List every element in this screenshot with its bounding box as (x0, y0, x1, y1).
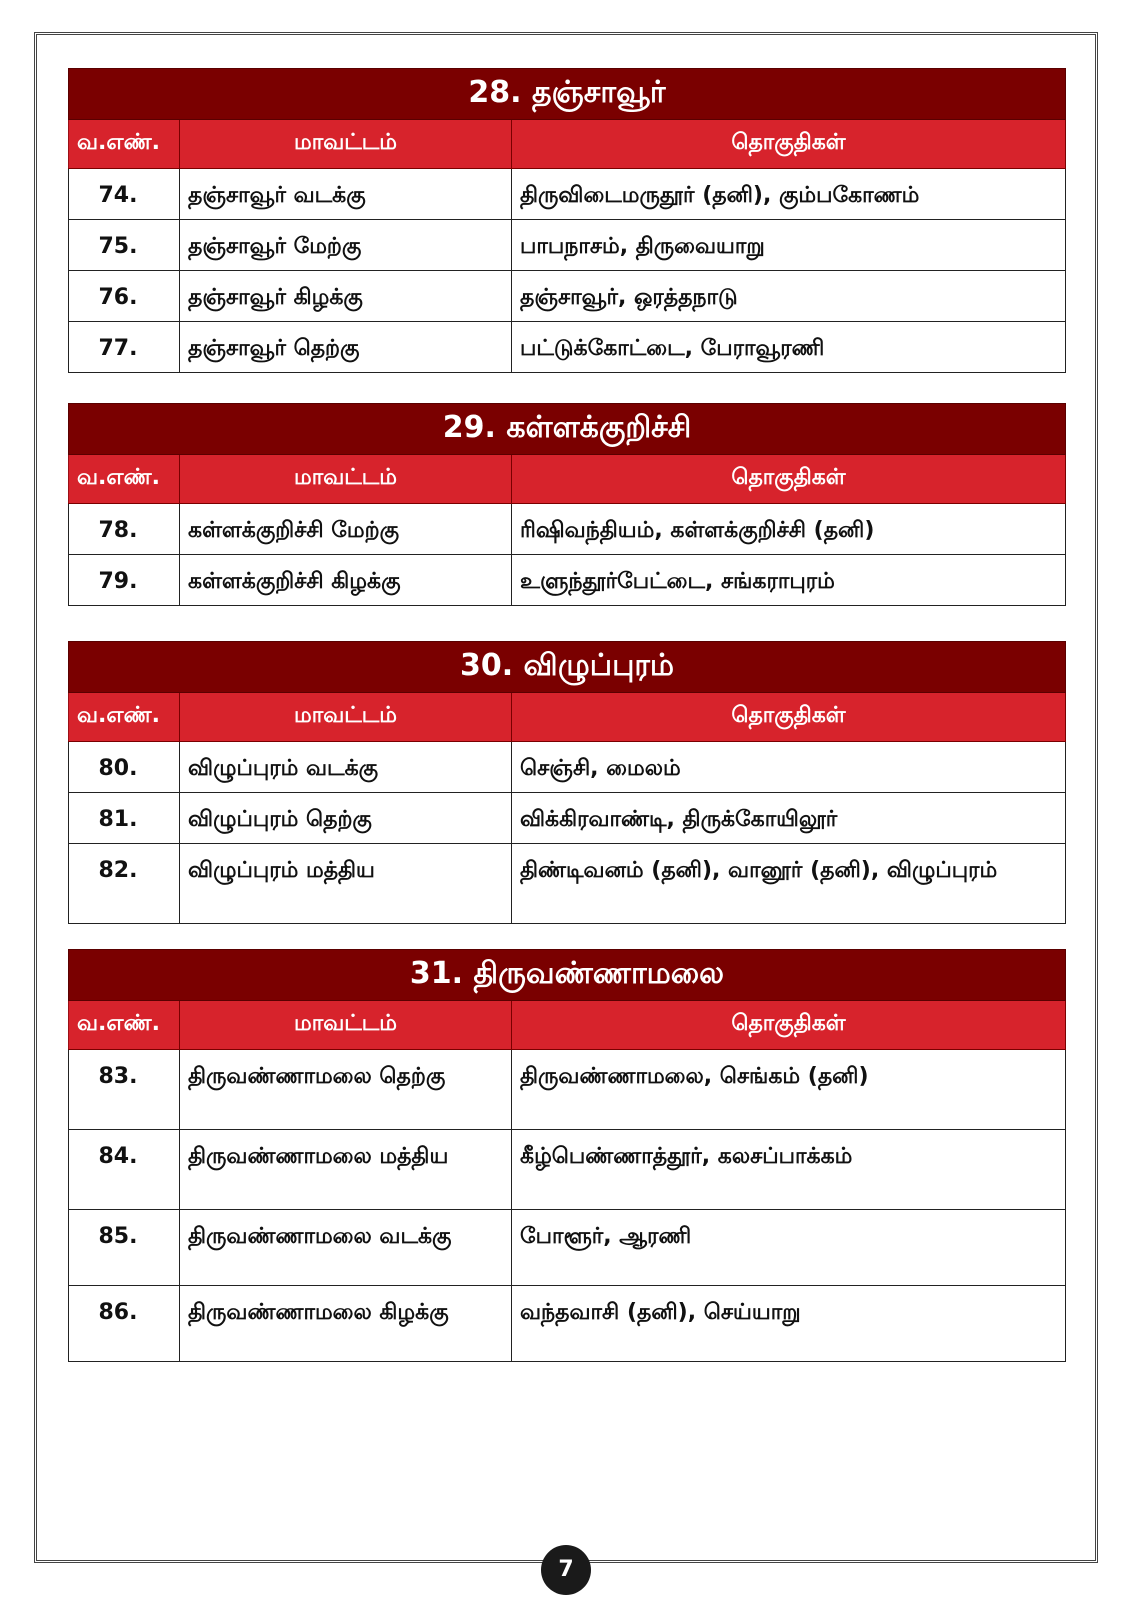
section-title: 28. தஞ்சாவூர் (69, 69, 1066, 120)
table-row (69, 271, 1066, 322)
section-villupuram (68, 641, 1065, 924)
serial-number: 84. (69, 1130, 180, 1210)
serial-number: 83. (69, 1050, 180, 1130)
table-row (69, 322, 1066, 373)
constituency-list: பட்டுக்கோட்டை, பேராவூரணி (512, 322, 1066, 373)
serial-number: 75. (69, 220, 180, 271)
header-district: மாவட்டம் (180, 455, 512, 504)
serial-number: 76. (69, 271, 180, 322)
district-name: விழுப்புரம் மத்திய (180, 844, 512, 924)
district-name: தஞ்சாவூர் வடக்கு (180, 169, 512, 220)
serial-number: 85. (69, 1210, 180, 1286)
district-table (68, 949, 1066, 1362)
header-serial-number: வ.எண். (69, 1001, 180, 1050)
serial-number: 82. (69, 844, 180, 924)
constituency-list: போளூர், ஆரணி (512, 1210, 1066, 1286)
constituency-list: திருவிடைமருதூர் (தனி), கும்பகோணம் (512, 169, 1066, 220)
district-name: திருவண்ணாமலை தெற்கு (180, 1050, 512, 1130)
header-constituencies: தொகுதிகள் (512, 120, 1066, 169)
table-row (69, 555, 1066, 606)
header-district: மாவட்டம் (180, 693, 512, 742)
constituency-list: பாபநாசம், திருவையாறு (512, 220, 1066, 271)
district-name: திருவண்ணாமலை கிழக்கு (180, 1286, 512, 1362)
district-name: கள்ளக்குறிச்சி கிழக்கு (180, 555, 512, 606)
section-tiruvannamalai (68, 949, 1065, 1362)
serial-number: 78. (69, 504, 180, 555)
header-serial-number: வ.எண். (69, 693, 180, 742)
page-number: 7 (541, 1545, 591, 1595)
section-thanjavur (68, 68, 1065, 373)
serial-number: 79. (69, 555, 180, 606)
constituency-list: ரிஷிவந்தியம், கள்ளக்குறிச்சி (தனி) (512, 504, 1066, 555)
district-name: திருவண்ணாமலை மத்திய (180, 1130, 512, 1210)
district-name: திருவண்ணாமலை வடக்கு (180, 1210, 512, 1286)
district-name: விழுப்புரம் வடக்கு (180, 742, 512, 793)
constituency-list: செஞ்சி, மைலம் (512, 742, 1066, 793)
district-table (68, 68, 1066, 373)
header-district: மாவட்டம் (180, 1001, 512, 1050)
header-serial-number: வ.எண். (69, 120, 180, 169)
header-constituencies: தொகுதிகள் (512, 693, 1066, 742)
section-title: 31. திருவண்ணாமலை (69, 950, 1066, 1001)
table-row (69, 220, 1066, 271)
section-kallakurichi (68, 403, 1065, 606)
district-name: தஞ்சாவூர் தெற்கு (180, 322, 512, 373)
table-row (69, 742, 1066, 793)
district-table (68, 641, 1066, 924)
table-row (69, 793, 1066, 844)
section-title: 30. விழுப்புரம் (69, 642, 1066, 693)
constituency-list: கீழ்பெண்ணாத்தூர், கலசப்பாக்கம் (512, 1130, 1066, 1210)
table-row (69, 844, 1066, 924)
serial-number: 80. (69, 742, 180, 793)
district-name: தஞ்சாவூர் கிழக்கு (180, 271, 512, 322)
table-row (69, 1210, 1066, 1286)
district-name: விழுப்புரம் தெற்கு (180, 793, 512, 844)
district-name: கள்ளக்குறிச்சி மேற்கு (180, 504, 512, 555)
district-name: தஞ்சாவூர் மேற்கு (180, 220, 512, 271)
serial-number: 81. (69, 793, 180, 844)
section-title: 29. கள்ளக்குறிச்சி (69, 404, 1066, 455)
table-row (69, 169, 1066, 220)
serial-number: 74. (69, 169, 180, 220)
constituency-list: உளுந்தூர்பேட்டை, சங்கராபுரம் (512, 555, 1066, 606)
header-constituencies: தொகுதிகள் (512, 455, 1066, 504)
header-serial-number: வ.எண். (69, 455, 180, 504)
constituency-list: திருவண்ணாமலை, செங்கம் (தனி) (512, 1050, 1066, 1130)
serial-number: 77. (69, 322, 180, 373)
constituency-list: விக்கிரவாண்டி, திருக்கோயிலூர் (512, 793, 1066, 844)
district-table (68, 403, 1066, 606)
table-row (69, 1130, 1066, 1210)
header-constituencies: தொகுதிகள் (512, 1001, 1066, 1050)
table-row (69, 1050, 1066, 1130)
serial-number: 86. (69, 1286, 180, 1362)
constituency-list: வந்தவாசி (தனி), செய்யாறு (512, 1286, 1066, 1362)
header-district: மாவட்டம் (180, 120, 512, 169)
table-row (69, 504, 1066, 555)
table-row (69, 1286, 1066, 1362)
constituency-list: தஞ்சாவூர், ஒரத்தநாடு (512, 271, 1066, 322)
constituency-list: திண்டிவனம் (தனி), வானூர் (தனி), விழுப்புரம் (512, 844, 1066, 924)
